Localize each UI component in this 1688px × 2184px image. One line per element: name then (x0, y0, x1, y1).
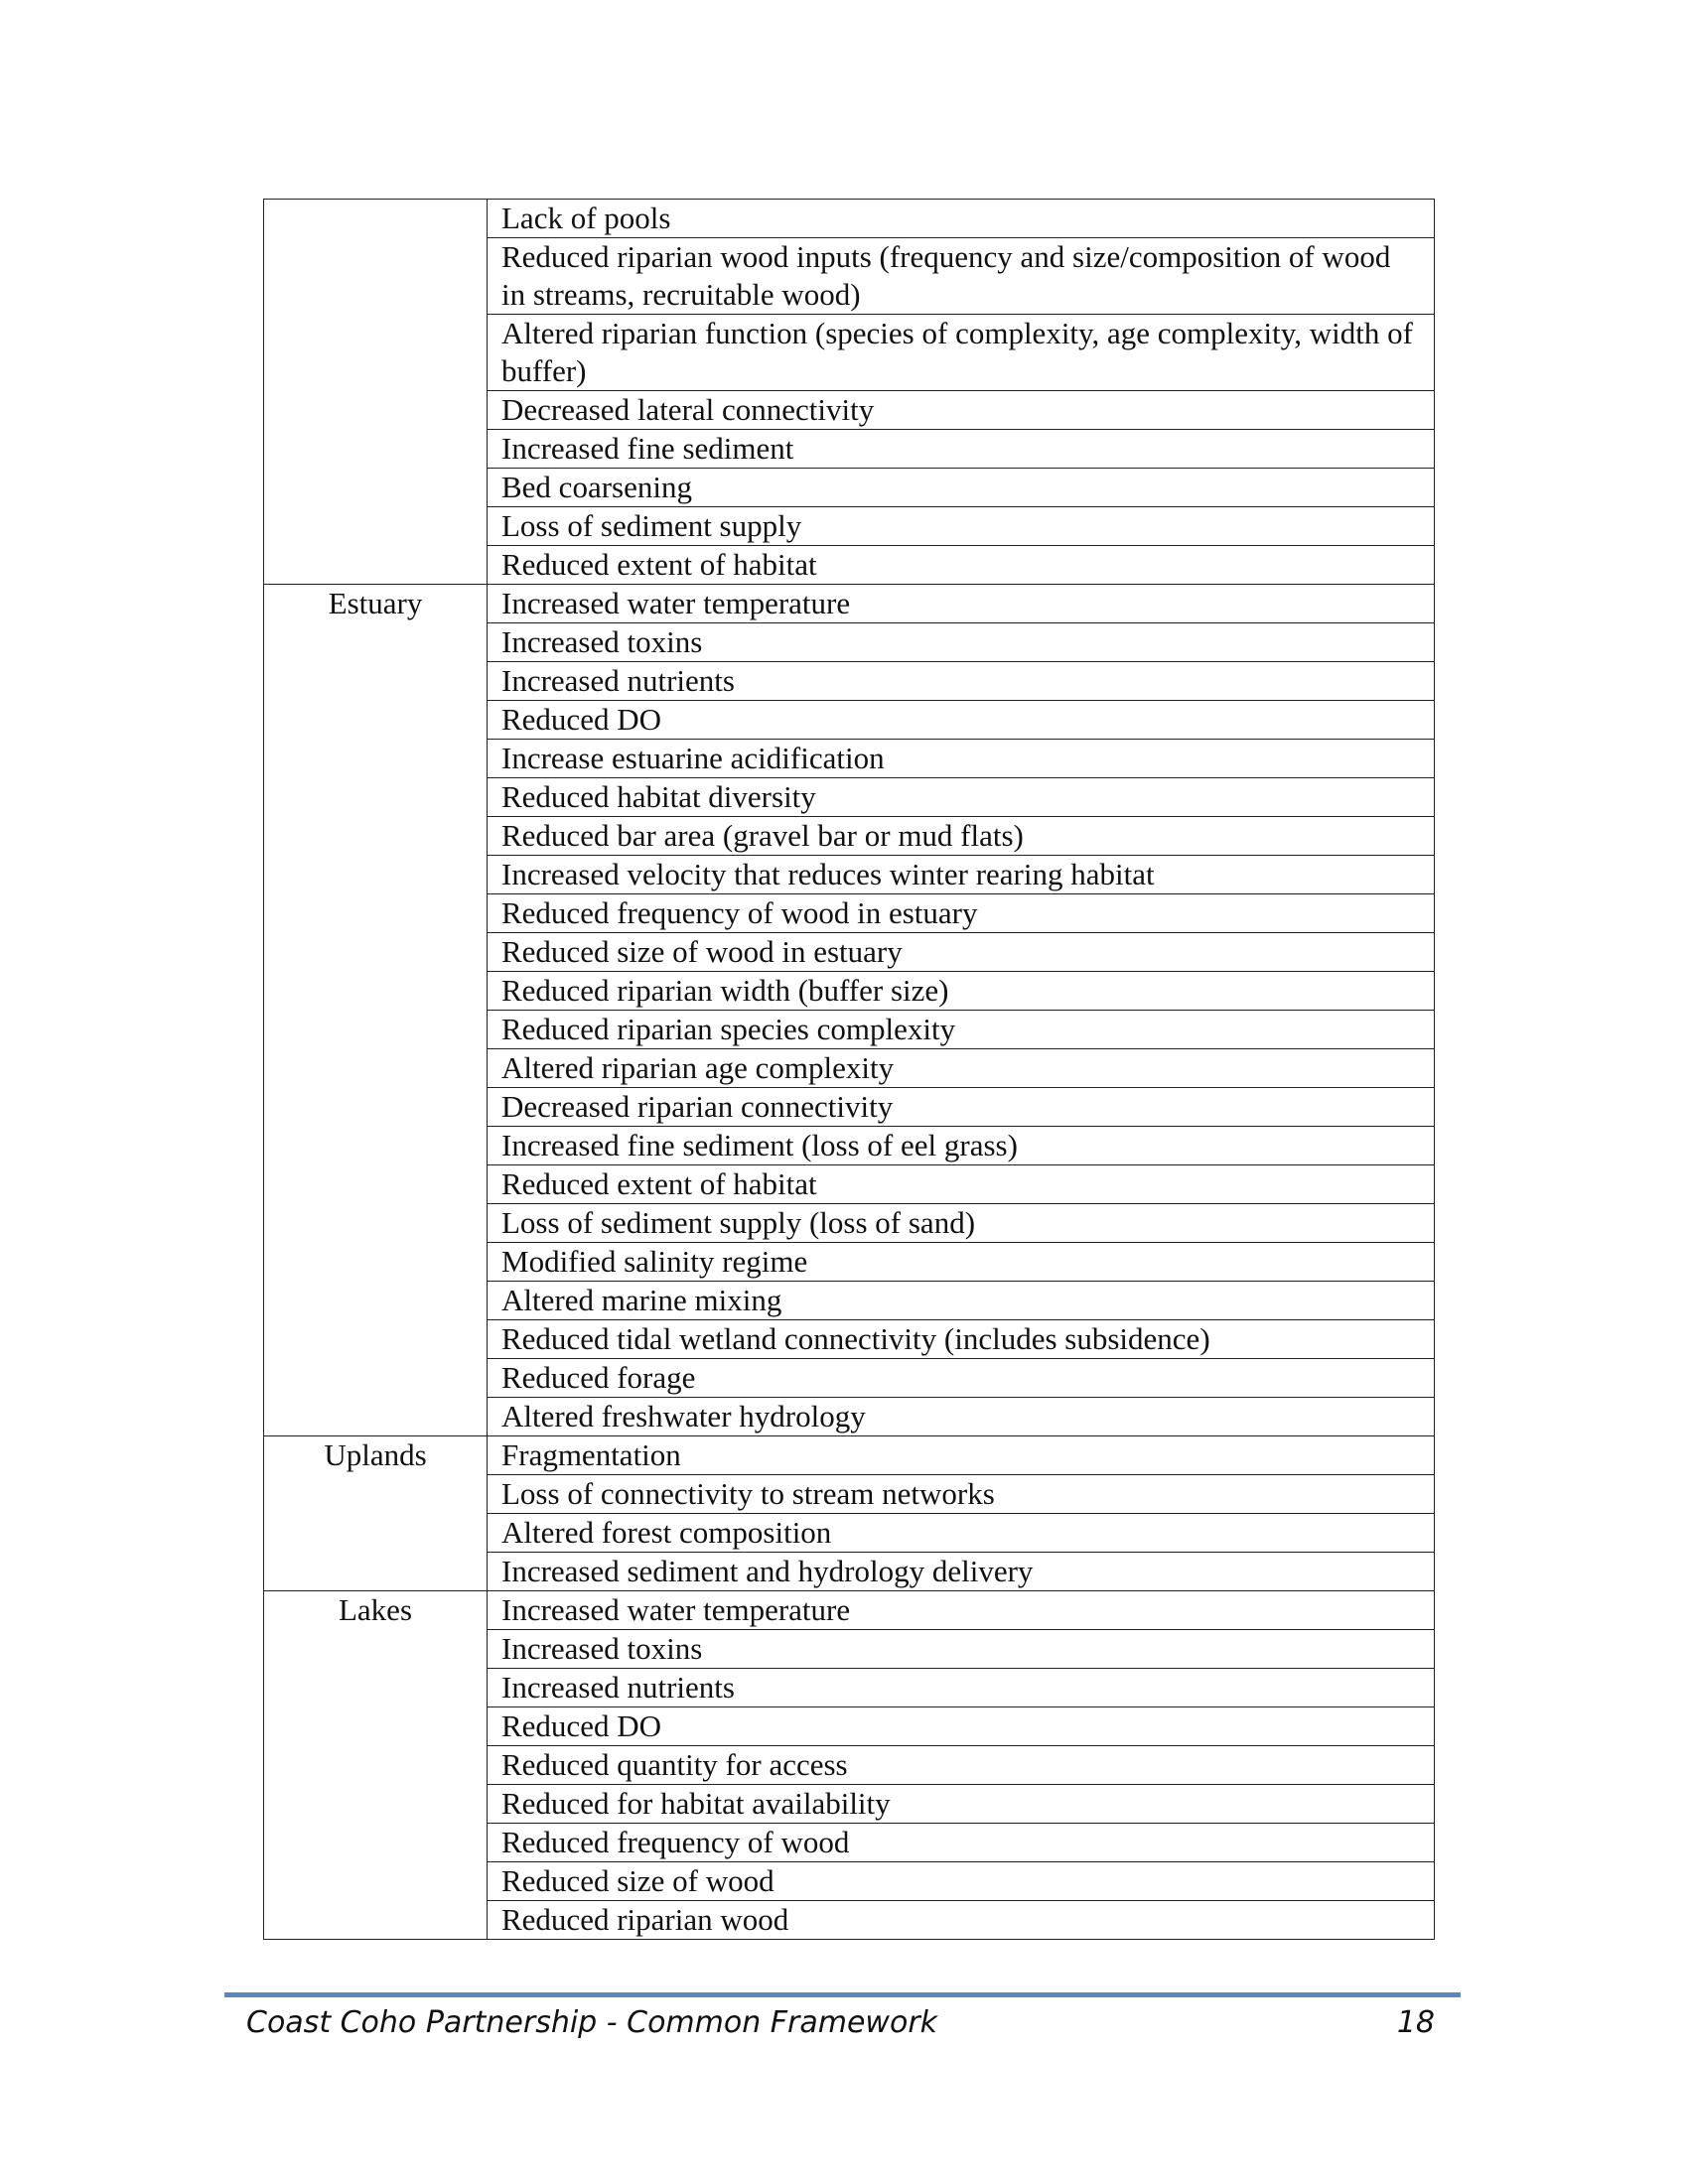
factor-cell: Reduced DO (488, 1707, 1435, 1746)
category-cell: Uplands (264, 1436, 488, 1591)
table-row (264, 200, 1435, 238)
factor-cell: Increased fine sediment (488, 430, 1435, 469)
factor-cell: Reduced bar area (gravel bar or mud flats) (488, 817, 1435, 856)
factor-cell: Reduced riparian wood (488, 1901, 1435, 1940)
category-cell (264, 200, 488, 585)
factor-cell: Lack of pools (488, 200, 1435, 238)
factor-cell: Altered riparian function (species of complexity, age complexity, width of buffer) (488, 315, 1435, 391)
factor-cell: Reduced riparian width (buffer size) (488, 972, 1435, 1011)
factor-cell: Increased nutrients (488, 1669, 1435, 1707)
factor-cell: Loss of sediment supply (loss of sand) (488, 1204, 1435, 1243)
factor-cell: Altered marine mixing (488, 1282, 1435, 1320)
factor-cell: Increased velocity that reduces winter rearing habitat (488, 856, 1435, 894)
factor-cell: Reduced riparian wood inputs (frequency and size/composition of wood in streams, recruitable wood) (488, 238, 1435, 315)
table-body (264, 200, 1435, 1940)
factor-cell: Altered riparian age complexity (488, 1049, 1435, 1088)
category-cell: Lakes (264, 1591, 488, 1940)
factor-cell: Reduced DO (488, 701, 1435, 740)
factor-cell: Increased fine sediment (loss of eel grass) (488, 1127, 1435, 1165)
factor-cell: Fragmentation (488, 1436, 1435, 1475)
factor-cell: Increased water temperature (488, 1591, 1435, 1630)
factor-cell: Reduced extent of habitat (488, 546, 1435, 585)
factor-cell: Reduced size of wood (488, 1862, 1435, 1901)
factor-cell: Reduced for habitat availability (488, 1785, 1435, 1824)
factor-cell: Increase estuarine acidification (488, 740, 1435, 778)
category-cell: Estuary (264, 585, 488, 1436)
factor-cell: Increased nutrients (488, 662, 1435, 701)
footer-rule (224, 1992, 1461, 1997)
factor-cell: Reduced frequency of wood in estuary (488, 894, 1435, 933)
factor-cell: Reduced tidal wetland connectivity (includes subsidence) (488, 1320, 1435, 1359)
factor-cell: Decreased riparian connectivity (488, 1088, 1435, 1127)
factor-cell: Loss of sediment supply (488, 507, 1435, 546)
factor-cell: Increased water temperature (488, 585, 1435, 623)
factor-cell: Altered forest composition (488, 1514, 1435, 1553)
factor-cell: Reduced extent of habitat (488, 1165, 1435, 1204)
factor-cell: Increased toxins (488, 1630, 1435, 1669)
page-number: 18 (1396, 2005, 1435, 2040)
factor-cell: Reduced frequency of wood (488, 1824, 1435, 1862)
table-row (264, 1436, 1435, 1475)
factor-cell: Bed coarsening (488, 469, 1435, 507)
factor-cell: Increased toxins (488, 623, 1435, 662)
factor-cell: Decreased lateral connectivity (488, 391, 1435, 430)
factor-cell: Reduced size of wood in estuary (488, 933, 1435, 972)
limiting-factors-table (263, 199, 1435, 1940)
factor-cell: Reduced forage (488, 1359, 1435, 1398)
table-row (264, 1591, 1435, 1630)
factor-cell: Loss of connectivity to stream networks (488, 1475, 1435, 1514)
factor-cell: Reduced habitat diversity (488, 778, 1435, 817)
factor-cell: Reduced riparian species complexity (488, 1011, 1435, 1049)
factor-cell: Increased sediment and hydrology delivery (488, 1553, 1435, 1591)
footer-title: Coast Coho Partnership - Common Framework (246, 2005, 938, 2040)
table-row (264, 585, 1435, 623)
factor-cell: Reduced quantity for access (488, 1746, 1435, 1785)
factor-cell: Altered freshwater hydrology (488, 1398, 1435, 1436)
factor-cell: Modified salinity regime (488, 1243, 1435, 1282)
